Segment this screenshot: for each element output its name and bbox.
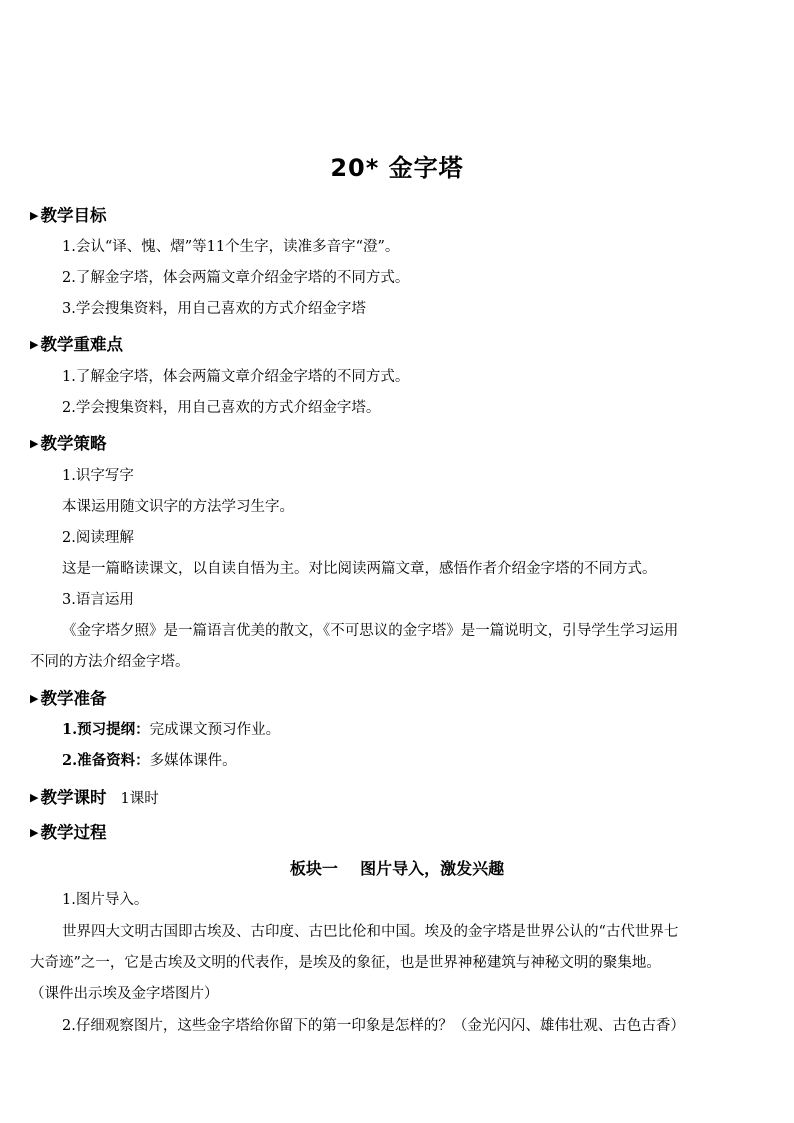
preparation-item-2-label: 2.准备资料： [62, 752, 150, 769]
triangle-bullet-icon: ▶ [30, 826, 39, 839]
strategy-text-1: 本课运用随文识字的方法学习生字。 [62, 499, 294, 515]
preparation-item-2 [62, 751, 237, 771]
preparation-item-2-text: 多媒体课件。 [149, 753, 237, 769]
goal-item-3: 3.学会搜集资料，用自己喜欢的方式介绍金字塔 [62, 301, 366, 317]
section-heading-preparation: ▶ 教学准备 [30, 689, 107, 708]
block-title: 板块一 图片导入，激发兴趣 [289, 859, 505, 878]
triangle-bullet-icon: ▶ [30, 437, 39, 450]
triangle-bullet-icon: ▶ [30, 209, 39, 222]
key-point-item-1: 1.了解金字塔，体会两篇文章介绍金字塔的不同方式。 [62, 369, 410, 385]
process-paragraph-2-line3: （课件出示埃及金字塔图片） [30, 986, 219, 1002]
triangle-bullet-icon: ▶ [30, 692, 39, 705]
process-paragraph-3: 2.仔细观察图片，这些金字塔给你留下的第一印象是怎样的？（金光闪闪、雄伟壮观、古色古香） [62, 1018, 685, 1034]
section-heading-goals: ▶ 教学目标 [30, 206, 107, 225]
hours-value: 1课时 [120, 791, 159, 807]
section-heading-strategy: ▶ 教学策略 [30, 434, 107, 453]
strategy-text-2: 这是一篇略读课文，以自读自悟为主。对比阅读两篇文章，感悟作者介绍金字塔的不同方式。 [62, 561, 657, 577]
preparation-item-1 [62, 720, 280, 740]
process-paragraph-2-line2: 大奇迹”之一，它是古埃及文明的代表作，是埃及的象征，也是世界神秘建筑与神秘文明的聚集地。 [30, 955, 661, 971]
process-paragraph-1: 1.图片导入。 [62, 892, 149, 908]
process-paragraph-2-line1: 世界四大文明古国即古埃及、古印度、古巴比伦和中国。埃及的金字塔是世界公认的“古代世界七 [62, 924, 679, 940]
strategy-text-3-line1: 《金字塔夕照》是一篇语言优美的散文，《不可思议的金字塔》是一篇说明文，引导学生学习运用 [62, 623, 679, 639]
section-heading-key-points: ▶ 教学重难点 [30, 335, 123, 354]
triangle-bullet-icon: ▶ [30, 791, 39, 804]
strategy-title-1: 1.识字写字 [62, 468, 134, 484]
preparation-item-1-label: 1.预习提纲： [62, 721, 150, 738]
goal-item-2: 2.了解金字塔，体会两篇文章介绍金字塔的不同方式。 [62, 270, 410, 286]
page-title: 20* 金字塔 [330, 154, 464, 182]
goal-item-1: 1.会认“译、愧、熠”等11个生字，读准多音字“澄”。 [62, 239, 400, 255]
section-heading-process: ▶ 教学过程 [30, 823, 107, 842]
key-point-item-2: 2.学会搜集资料，用自己喜欢的方式介绍金字塔。 [62, 400, 381, 416]
strategy-title-2: 2.阅读理解 [62, 530, 134, 546]
preparation-item-1-text: 完成课文预习作业。 [149, 722, 281, 738]
triangle-bullet-icon: ▶ [30, 338, 39, 351]
strategy-title-3: 3.语言运用 [62, 592, 134, 608]
strategy-text-3-line2: 不同的方法介绍金字塔。 [30, 654, 190, 670]
section-heading-hours: ▶ 教学课时 1课时 [30, 788, 159, 807]
